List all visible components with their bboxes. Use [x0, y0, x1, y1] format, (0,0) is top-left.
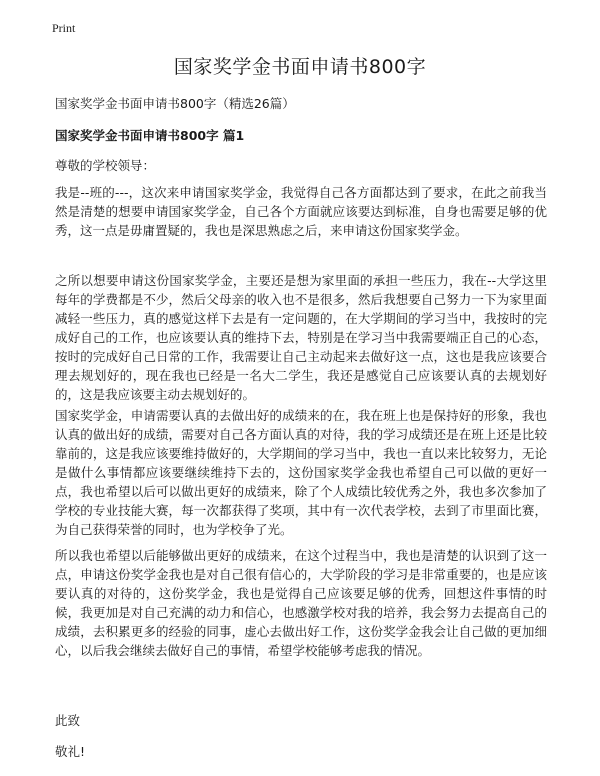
- body-paragraph-2: 之所以想要申请这份国家奖学金，主要还是想为家里面的承担一些压力，我在--大学这里每年的学费都是不少，然后父母亲的收入也不是很多，然后我想要自己努力一下为家里面减轻一些压力，真的感觉这样下去是有一定问题的，在大学期间的学习当中，我按时的完成好自己的工作，也应该要认真的维持下去，特别是在学习当中我需要端正自己的心态，按时的完成好自己日常的工作，我需要让自己主动起来去做好这一点，这也是我应该要合理去规划好的，现在我也已经是一名大二学生，我还是感觉自己应该要认真的去规划好的，这是我应该要主动去规划好的。: [55, 273, 547, 402]
- closing-line-2: 敬礼!: [55, 744, 86, 759]
- page-title: 国家奖学金书面申请书800字: [173, 56, 427, 78]
- document-subtitle: 国家奖学金书面申请书800字（精选26篇）: [55, 96, 295, 111]
- salutation: 尊敬的学校领导：: [55, 158, 156, 173]
- body-paragraph-1: 我是--班的---，这次来申请国家奖学金，我觉得自己各方面都达到了要求，在此之前我当然是清楚的想要申请国家奖学金，自己各个方面就应该要达到标准，自身也需要足够的优秀，这一点是毋庸置疑的，我也是深思熟虑之后，来申请这份国家奖学金。: [55, 185, 547, 238]
- closing-line-1: 此致: [55, 713, 81, 728]
- body-paragraph-3: 国家奖学金，申请需要认真的去做出好的成绩来的在，我在班上也是保持好的形象，我也认真的做出好的成绩，需要对自己各方面认真的对待，我的学习成绩还是在班上还是比较靠前的，这是我应该要维持做好的，大学期间的学习当中，我也一直以来比较努力，无论是做什么事情都应该要继续维持下去的，这份国家奖学金我也希望自己可以做的更好一点，我也希望以后可以做出更好的成绩来，除了个人成绩比较优秀之外，我也多次参加了学校的专业技能大赛，每一次都获得了奖项，其中有一次代表学校，去到了市里面比赛，为自己获得荣誉的同时，也为学校争了光。: [55, 408, 547, 537]
- body-paragraph-4: 所以我也希望以后能够做出更好的成绩来，在这个过程当中，我也是清楚的认识到了这一点，申请这份奖学金我也是对自己很有信心的，大学阶段的学习是非常重要的，也是应该要认真的对待的，这份奖学金，我也是觉得自己应该要足够的优秀，回想这件事情的时候，我更加是对自己充满的动力和信心，也感激学校对我的培养，我会努力去提高自己的成绩，去积累更多的经验的同事，虚心去做出好工作，这份奖学金我会让自己做的更加细心，以后我会继续去做好自己的事情，希望学校能够考虑我的情况。: [55, 548, 547, 658]
- section-heading: 国家奖学金书面申请书800字 篇1: [55, 128, 245, 143]
- print-link[interactable]: Print: [52, 21, 76, 35]
